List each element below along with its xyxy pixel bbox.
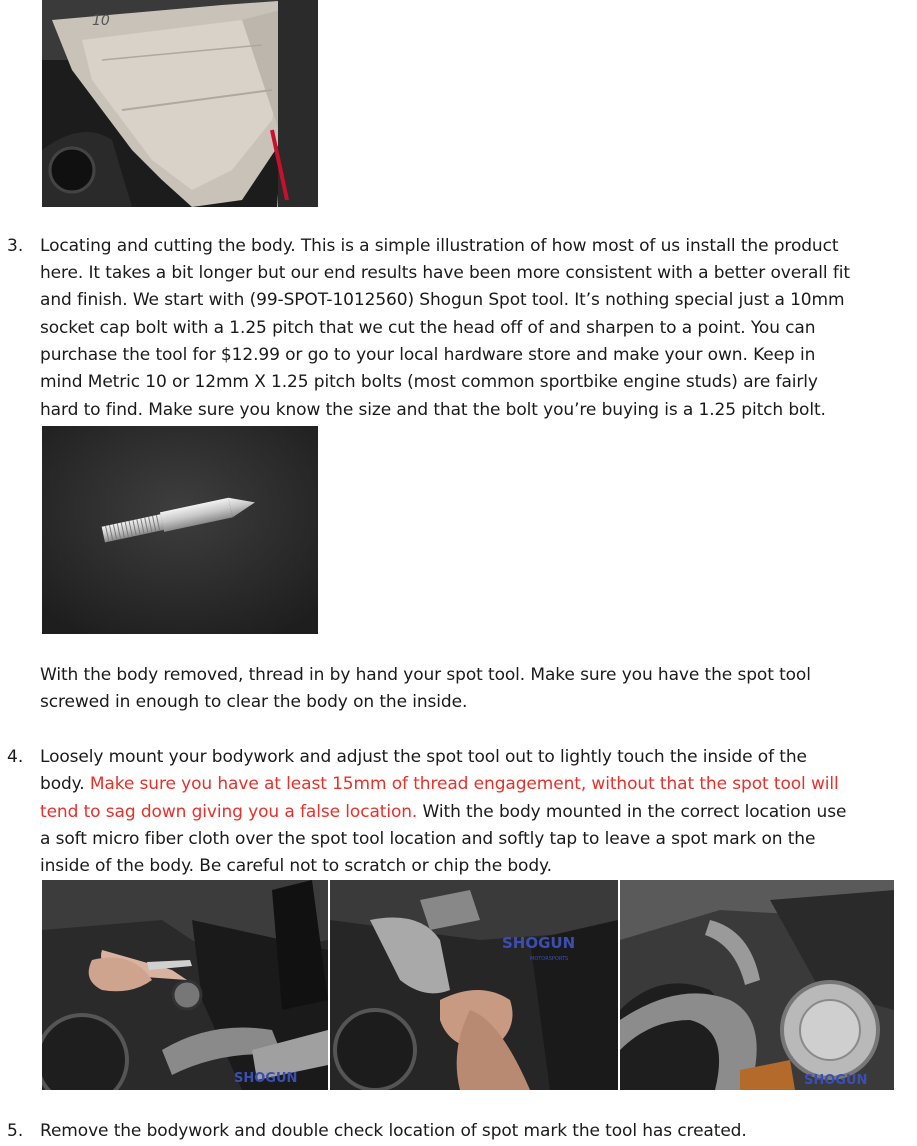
shogun-watermark: SHOGUN — [234, 1071, 298, 1086]
spot-tool-install-photo-3 — [620, 880, 894, 1090]
spot-tool-photo — [42, 426, 318, 634]
shogun-watermark: SHOGUN — [804, 1073, 868, 1088]
step-3-line-1: Locating and cutting the body. This is a simple illustration of how most of us install the product — [40, 236, 839, 256]
step-number: 5. — [7, 1121, 24, 1141]
step-3-line-4: socket cap bolt with a 1.25 pitch that we cut the head off of and sharpen to a point. You can — [40, 318, 816, 338]
step-4-line-1: Loosely mount your bodywork and adjust the spot tool out to lightly touch the inside of the — [40, 747, 807, 767]
taped-bodywork-photo — [42, 0, 318, 207]
step-3-line-3: and finish. We start with (99-SPOT-1012560) Shogun Spot tool. It’s nothing special just a 10mm — [40, 290, 845, 310]
spot-tool-install-photo-2 — [330, 880, 618, 1090]
step-4-line-2-text: body. — [40, 774, 90, 794]
step-4-line-2 — [40, 771, 839, 798]
step-4-line-4: a soft micro fiber cloth over the spot tool location and softly tap to leave a spot mark on the — [40, 829, 816, 849]
step-5-text: Remove the bodywork and double check location of spot mark the tool has created. — [40, 1121, 747, 1141]
shogun-watermark: SHOGUN — [502, 934, 576, 952]
step-4-line-3-text: With the body mounted in the correct location use — [417, 802, 847, 822]
thread-engagement-warning: Make sure you have at least 15mm of thread engagement, without that the spot tool will — [89, 774, 839, 794]
step-3-line-5: purchase the tool for $12.99 or go to your local hardware store and make your own. Keep in — [40, 345, 816, 365]
spot-tool-install-photo-1 — [42, 880, 328, 1090]
step-3-followup-line-2: screwed in enough to clear the body on the inside. — [40, 692, 468, 712]
shogun-watermark-sub: MOTORSPORTS — [530, 956, 569, 962]
step-3-line-7: hard to find. Make sure you know the size and that the bolt you’re buying is a 1.25 pitch bolt. — [40, 400, 826, 420]
step-3-followup-line-1: With the body removed, thread in by hand your spot tool. Make sure you have the spot tool — [40, 665, 811, 685]
step-4-line-5: inside of the body. Be careful not to scratch or chip the body. — [40, 856, 552, 876]
svg-text:10: 10 — [92, 13, 110, 29]
step-number: 3. — [7, 236, 24, 256]
step-3-line-2: here. It takes a bit longer but our end results have been more consistent with a better overall fit — [40, 263, 850, 283]
false-location-warning: tend to sag down giving you a false location. — [40, 802, 418, 822]
step-number: 4. — [7, 747, 24, 767]
step-3-line-6: mind Metric 10 or 12mm X 1.25 pitch bolts (most common sportbike engine studs) are fairly — [40, 372, 818, 392]
step-4-line-3 — [40, 799, 846, 826]
